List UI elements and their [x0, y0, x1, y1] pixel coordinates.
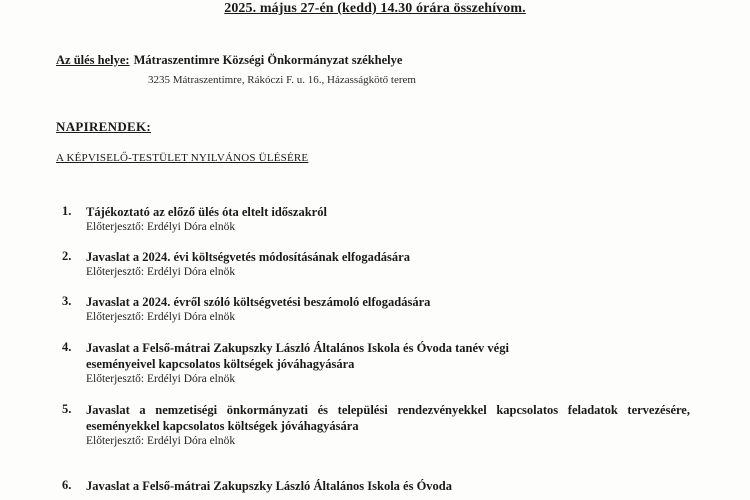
- agenda-item-number: 6.: [62, 478, 72, 492]
- agenda-item-number: 3.: [62, 294, 72, 308]
- agenda-item-2: [62, 249, 702, 280]
- agenda-item-number: 5.: [62, 402, 72, 416]
- agenda-item-presenter: Előterjesztő: Erdélyi Dóra elnök: [86, 373, 236, 385]
- agenda-item-1: [62, 204, 702, 235]
- agenda-item-title: Javaslat a 2024. évi költségvetés módosításának elfogadására: [86, 250, 410, 264]
- venue-address: 3235 Mátraszentimre, Rákóczi F. u. 16., Házasságkötő terem: [148, 74, 416, 86]
- agenda-item-4: [62, 340, 562, 387]
- agenda-item-title: Tájékoztató az előző ülés óta eltelt időszakról: [86, 205, 327, 219]
- agenda-item-presenter: Előterjesztő: Erdélyi Dóra elnök: [86, 266, 236, 278]
- agenda-item-3: [62, 294, 702, 325]
- agenda-item-title: Javaslat a Felső-mátrai Zakupszky László Általános Iskola és Óvoda tanév végi eseményeivel kapcsolatos költségek jóváhagyására: [86, 341, 509, 371]
- convened-line: 2025. május 27-én (kedd) 14.30 órára összehívom.: [224, 1, 526, 16]
- agenda-item-number: 1.: [62, 204, 72, 218]
- venue-label: Az ülés helye:: [56, 53, 130, 67]
- agenda-item-number: 2.: [62, 249, 72, 263]
- agenda-item-presenter: Előterjesztő: Erdélyi Dóra elnök: [86, 311, 236, 323]
- agenda-item-title: Javaslat a 2024. évről szóló költségvetési beszámoló elfogadására: [86, 295, 431, 309]
- agenda-item-5: [62, 402, 690, 449]
- agenda-item-6: [62, 478, 690, 494]
- public-session-heading: A KÉPVISELŐ-TESTÜLET NYILVÁNOS ÜLÉSÉRE: [56, 152, 309, 164]
- agenda-item-title: Javaslat a Felső-mátrai Zakupszky László Általános Iskola és Óvoda: [86, 479, 453, 493]
- venue-line: [56, 53, 402, 68]
- agenda-item-presenter: Előterjesztő: Erdélyi Dóra elnök: [86, 221, 236, 233]
- agenda-item-title: Javaslat a nemzetiségi önkormányzati és települési rendezvényekkel kapcsolatos feladatok tervezésére, eseményekkel kapcsolatos költségek jóváhagyására: [86, 403, 690, 433]
- agenda-item-number: 4.: [62, 340, 72, 354]
- agenda-item-presenter: Előterjesztő: Erdélyi Dóra elnök: [86, 435, 236, 447]
- agenda-heading: NAPIRENDEK:: [56, 119, 152, 134]
- venue-place: Mátraszentimre Községi Önkormányzat székhelye: [133, 53, 403, 67]
